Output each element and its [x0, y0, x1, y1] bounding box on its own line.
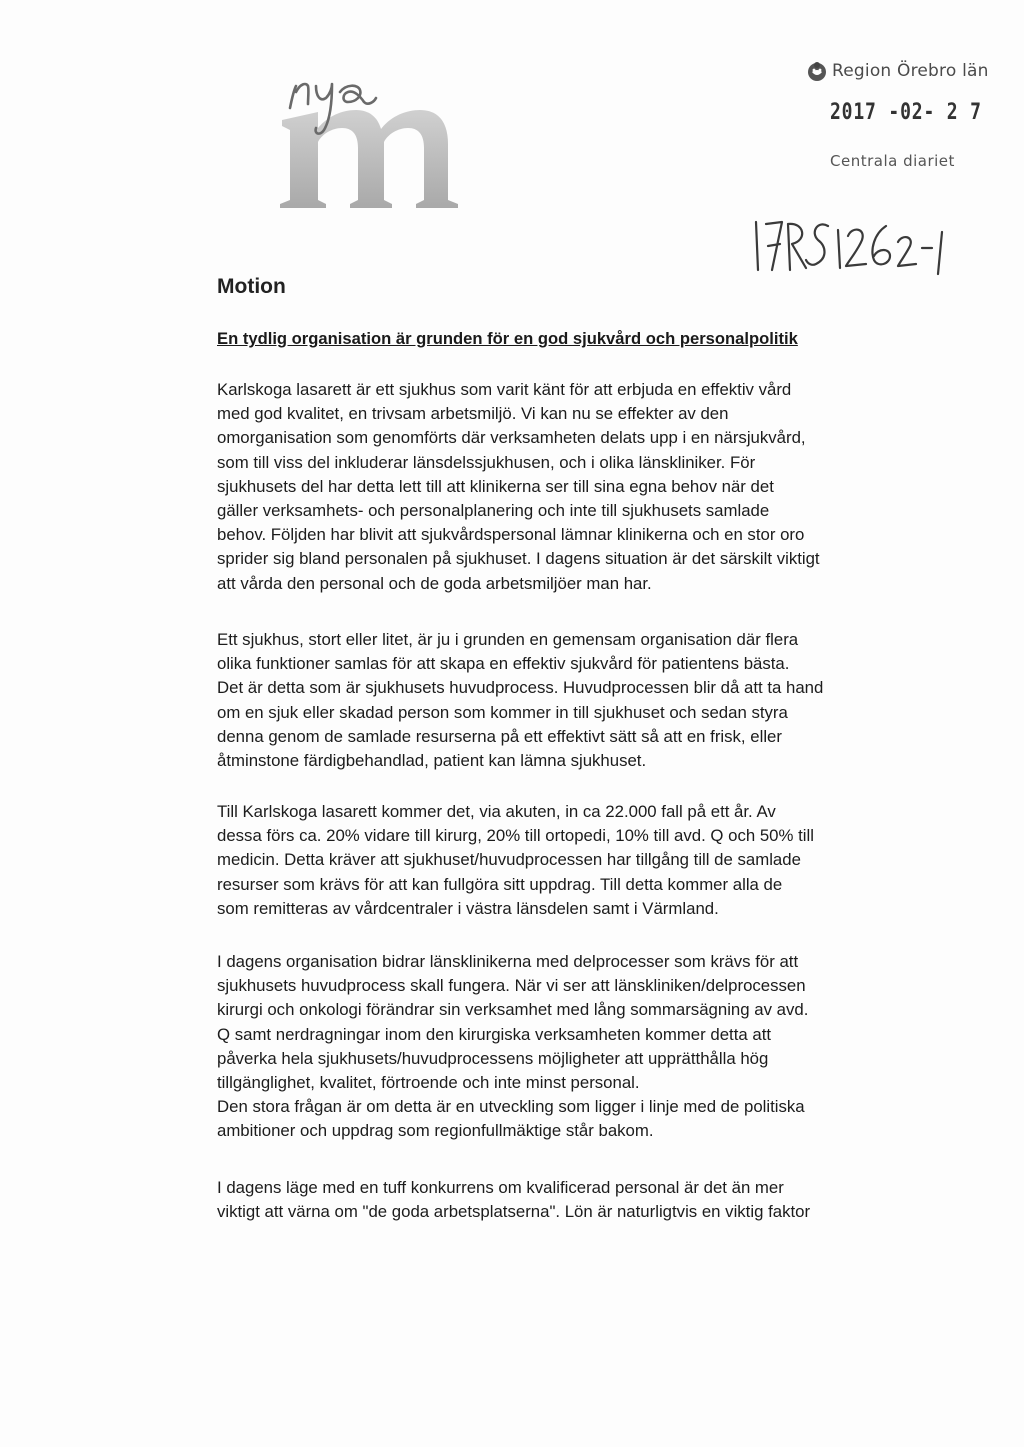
stamp-organization-text: Region Örebro län — [832, 61, 989, 81]
text-line: medicin. Detta kräver att sjukhuset/huvudprocessen har tillgång till de samlade — [217, 850, 801, 870]
document-type-heading: Motion — [217, 275, 286, 298]
text-line: omorganisation som genomförts där verksamheten delats upp i en närsjukvård, — [217, 428, 806, 448]
body-paragraph — [217, 628, 907, 773]
body-paragraph — [217, 378, 907, 596]
text-line: påverka hela sjukhusets/huvudprocessens möjligheter att upprätthålla hög — [217, 1048, 769, 1068]
text-line: Till Karlskoga lasarett kommer det, via akuten, in ca 22.000 fall på ett år. Av — [217, 802, 776, 821]
reception-stamp — [806, 56, 1016, 196]
region-emblem-icon — [806, 60, 828, 82]
text-line: som till viss del inkluderar länsdelssjukhusen, och i olika länskliniker. För — [217, 452, 756, 472]
text-line: Q samt nerdragningar inom den kirurgiska verksamheten kommer detta att — [217, 1024, 772, 1044]
text-line: sprider sig bland personalen på sjukhuset. I dagens situation är det särskilt viktigt — [217, 549, 820, 569]
text-line: att vårda den personal och de goda arbetsmiljöer man har. — [217, 573, 652, 593]
body-paragraph — [217, 800, 907, 921]
stamp-date: 2017 -02- 2 7 — [830, 100, 982, 125]
text-line: denna genom de samlade resurserna på ett effektivt sätt så att en frisk, eller — [217, 726, 782, 746]
text-line: behov. Följden har blivit att sjukvårdspersonal lämnar klinikerna och en stor oro — [217, 525, 805, 545]
handwritten-diary-number — [748, 212, 948, 276]
text-line: Den stora frågan är om detta är en utveckling som ligger i linje med de politiska — [217, 1097, 805, 1117]
text-line: om en sjuk eller skadad person som kommer in till sjukhuset och sedan styra — [217, 702, 788, 722]
text-line: som remitteras av vårdcentraler i västra länsdelen samt i Värmland. — [217, 898, 719, 918]
text-line: Ett sjukhus, stort eller litet, är ju i grunden en gemensam organisation där flera — [217, 630, 799, 649]
diary-number-handwriting — [748, 212, 948, 276]
text-line: sjukhusets huvudprocess skall fungera. När vi ser att länskliniken/delprocessen — [217, 976, 806, 996]
party-logo-graphic — [268, 72, 468, 217]
body-paragraph — [217, 950, 907, 1144]
text-line: resurser som krävs för att kan fullgöra sitt uppdrag. Till detta kommer alla de — [217, 874, 783, 894]
body-paragraph — [217, 1176, 907, 1224]
text-line: tillgänglighet, kvalitet, förtroende och inte minst personal. — [217, 1073, 640, 1093]
text-line: gäller verksamhets- och personalplanering och inte till sjukhusets samlade — [217, 501, 770, 521]
text-line: dessa förs ca. 20% vidare till kirurg, 20% till ortopedi, 10% till avd. Q och 50% till — [217, 826, 814, 846]
stamp-organization — [806, 60, 989, 82]
stamp-office: Centrala diariet — [830, 152, 955, 170]
text-line: Karlskoga lasarett är ett sjukhus som varit känt för att erbjuda en effektiv vård — [217, 380, 792, 399]
motion-title: En tydlig organisation är grunden för en god sjukvård och personalpolitik — [217, 329, 798, 348]
text-line: sjukhusets del har detta lett till att klinikerna ser till sina egna behov när det — [217, 476, 774, 496]
text-line: ambitioner och uppdrag som regionfullmäktige står bakom. — [217, 1121, 654, 1141]
text-line: I dagens organisation bidrar länsklinikerna med delprocesser som krävs för att — [217, 952, 799, 971]
text-line: åtminstone färdigbehandlad, patient kan lämna sjukhuset. — [217, 751, 647, 771]
text-line: med god kvalitet, en trivsam arbetsmiljö. Vi kan nu se effekter av den — [217, 404, 729, 424]
text-line: kirurgi och onkologi förändrar sin verksamhet med lång sommarsägning av avd. — [217, 1000, 809, 1020]
party-logo — [268, 72, 468, 217]
text-line: I dagens läge med en tuff konkurrens om kvalificerad personal är det än mer — [217, 1178, 784, 1197]
text-line: viktigt att värna om "de goda arbetsplatserna". Lön är naturligtvis en viktig faktor — [217, 1202, 811, 1222]
text-line: Det är detta som är sjukhusets huvudprocess. Huvudprocessen blir då att ta hand — [217, 678, 824, 698]
text-line: olika funktioner samlas för att skapa en effektiv sjukvård för patientens bästa. — [217, 654, 790, 674]
